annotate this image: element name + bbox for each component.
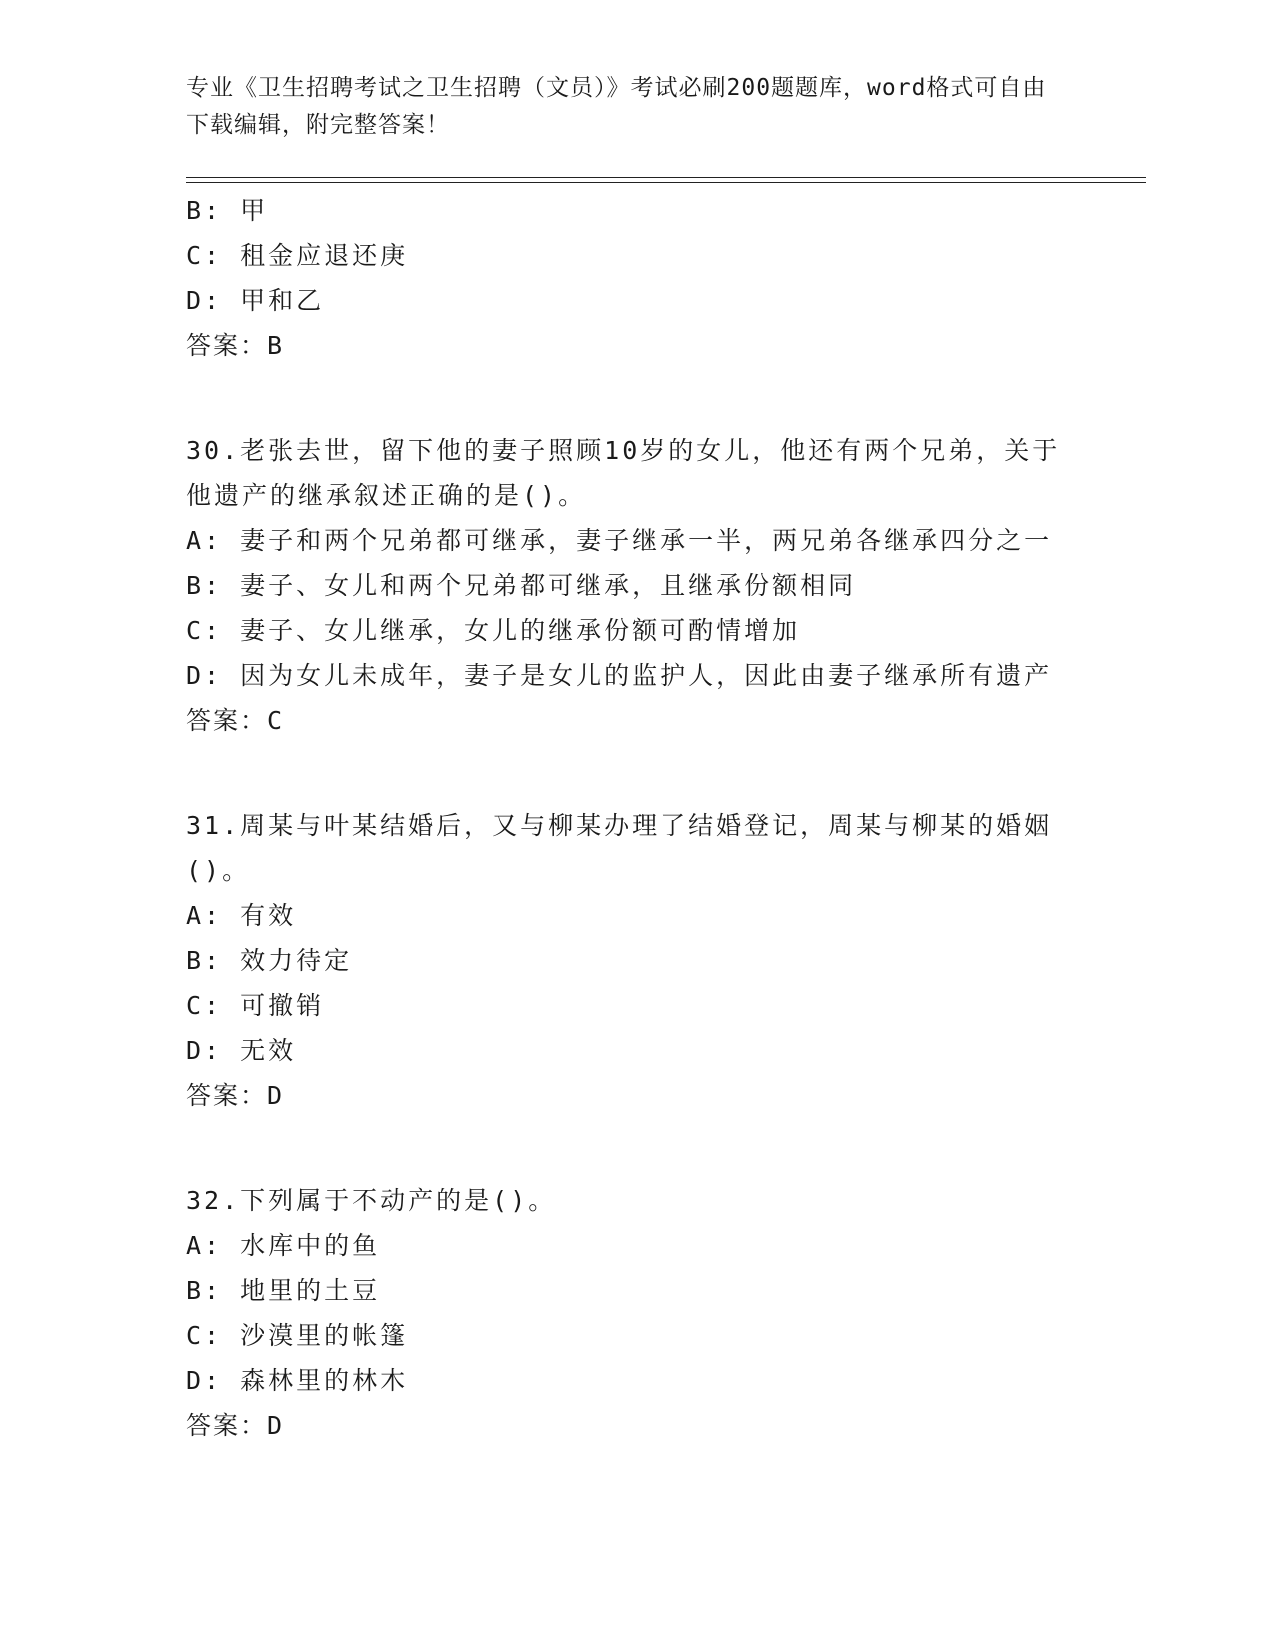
- option-b: B: 效力待定: [186, 946, 353, 975]
- question-text: 30.老张去世，留下他的妻子照顾10岁的女儿，他还有两个兄弟，关于他遗产的继承叙述正确的是()。: [186, 436, 1061, 510]
- answer-line: [186, 698, 1146, 743]
- option-b: B: 甲: [186, 196, 269, 225]
- answer-line: [186, 1073, 1146, 1118]
- answer-label: 答案：: [186, 706, 268, 735]
- answer-line: [186, 323, 1146, 368]
- answer-value: D: [267, 1411, 285, 1440]
- option-a: A: 妻子和两个兄弟都可继承，妻子继承一半，两兄弟各继承四分之一: [186, 526, 1053, 555]
- answer-line: [186, 1403, 1146, 1448]
- answer-label: 答案：: [186, 1081, 268, 1110]
- option-a: A: 有效: [186, 901, 297, 930]
- answer-value: D: [267, 1081, 285, 1110]
- option-a: A: 水库中的鱼: [186, 1231, 381, 1260]
- question-text: 31.周某与叶某结婚后，又与柳某办理了结婚登记，周某与柳某的婚姻()。: [186, 811, 1053, 885]
- option-b: B: 地里的土豆: [186, 1276, 381, 1305]
- option-c: C: 沙漠里的帐篷: [186, 1321, 409, 1350]
- answer-value: C: [267, 706, 285, 735]
- question-text: 32.下列属于不动产的是()。: [186, 1186, 557, 1215]
- question-32: [186, 1178, 1146, 1448]
- answer-value: B: [267, 331, 285, 360]
- option-d: D: 无效: [186, 1036, 297, 1065]
- question-30: [186, 428, 1146, 743]
- answer-label: 答案：: [186, 331, 268, 360]
- option-d: D: 森林里的林木: [186, 1366, 409, 1395]
- header-rule-top: [186, 177, 1146, 178]
- option-d: D: 甲和乙: [186, 286, 325, 315]
- option-c: C: 租金应退还庚: [186, 241, 409, 270]
- question-31: [186, 803, 1146, 1118]
- header-rule-bottom: [186, 182, 1146, 183]
- option-b: B: 妻子、女儿和两个兄弟都可继承，且继承份额相同: [186, 571, 857, 600]
- option-c: C: 可撤销: [186, 991, 325, 1020]
- question-list: [186, 188, 1146, 1508]
- document-header: 专业《卫生招聘考试之卫生招聘（文员）》考试必刷200题题库，word格式可自由下载编辑，附完整答案！: [186, 75, 1047, 138]
- option-c: C: 妻子、女儿继承，女儿的继承份额可酌情增加: [186, 616, 801, 645]
- option-d: D: 因为女儿未成年，妻子是女儿的监护人，因此由妻子继承所有遗产: [186, 661, 1053, 690]
- question-29-continued: [186, 188, 1146, 368]
- document-page: [186, 0, 1146, 1650]
- answer-label: 答案：: [186, 1411, 268, 1440]
